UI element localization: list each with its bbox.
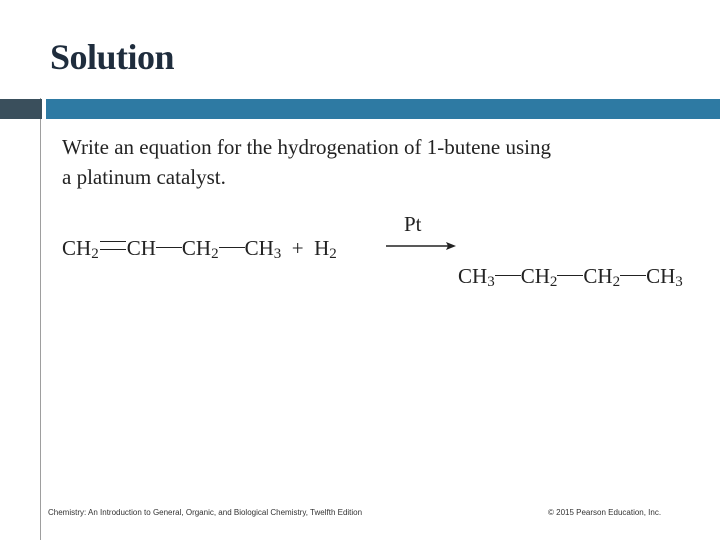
reactant-ch2-subscript: 2	[91, 246, 99, 262]
product-ch3b-subscript: 3	[675, 274, 683, 290]
product-ch3a: CH	[458, 264, 488, 288]
product-ch3b: CH	[646, 264, 676, 288]
question-line-2: a platinum catalyst.	[62, 165, 226, 189]
hydrogen: H	[314, 236, 330, 260]
reaction-arrow-icon	[386, 240, 456, 252]
slide-title: Solution	[50, 37, 175, 77]
question-line-1: Write an equation for the hydrogenation of 1-butene using	[62, 135, 552, 159]
catalyst-label: Pt	[404, 212, 422, 236]
footer-book-title: Chemistry: An Introduction to General, Organic, and Biological Chemistry, Twelfth Edition	[48, 508, 363, 517]
reactant-ch2b-subscript: 2	[211, 246, 219, 262]
reactant-formula	[62, 236, 337, 261]
product-ch2b-subscript: 2	[612, 274, 621, 290]
footer-copyright: © 2015 Pearson Education, Inc.	[548, 508, 662, 517]
reactant-ch: CH	[126, 236, 156, 260]
product-ch2a-subscript: 2	[549, 274, 558, 290]
product-ch3a-subscript: 3	[487, 274, 495, 290]
hydrogen-subscript: 2	[329, 246, 337, 262]
single-bond	[495, 275, 521, 276]
header-bar-right	[46, 99, 720, 119]
vertical-divider	[40, 98, 41, 540]
header-bar-left	[0, 99, 42, 119]
single-bond	[219, 247, 245, 248]
double-bond	[100, 241, 126, 250]
single-bond	[557, 275, 583, 276]
plus-sign: +	[291, 236, 304, 260]
product-ch2b: CH	[583, 264, 613, 288]
reactant-ch2: CH	[62, 236, 92, 260]
product-formula	[458, 264, 683, 289]
product-ch2a: CH	[520, 264, 550, 288]
question-text	[62, 132, 662, 192]
single-bond	[156, 247, 182, 248]
single-bond	[620, 275, 646, 276]
reactant-ch3: CH	[244, 236, 274, 260]
reactant-ch3-subscript: 3	[273, 246, 282, 262]
reactant-ch2b: CH	[181, 236, 212, 260]
